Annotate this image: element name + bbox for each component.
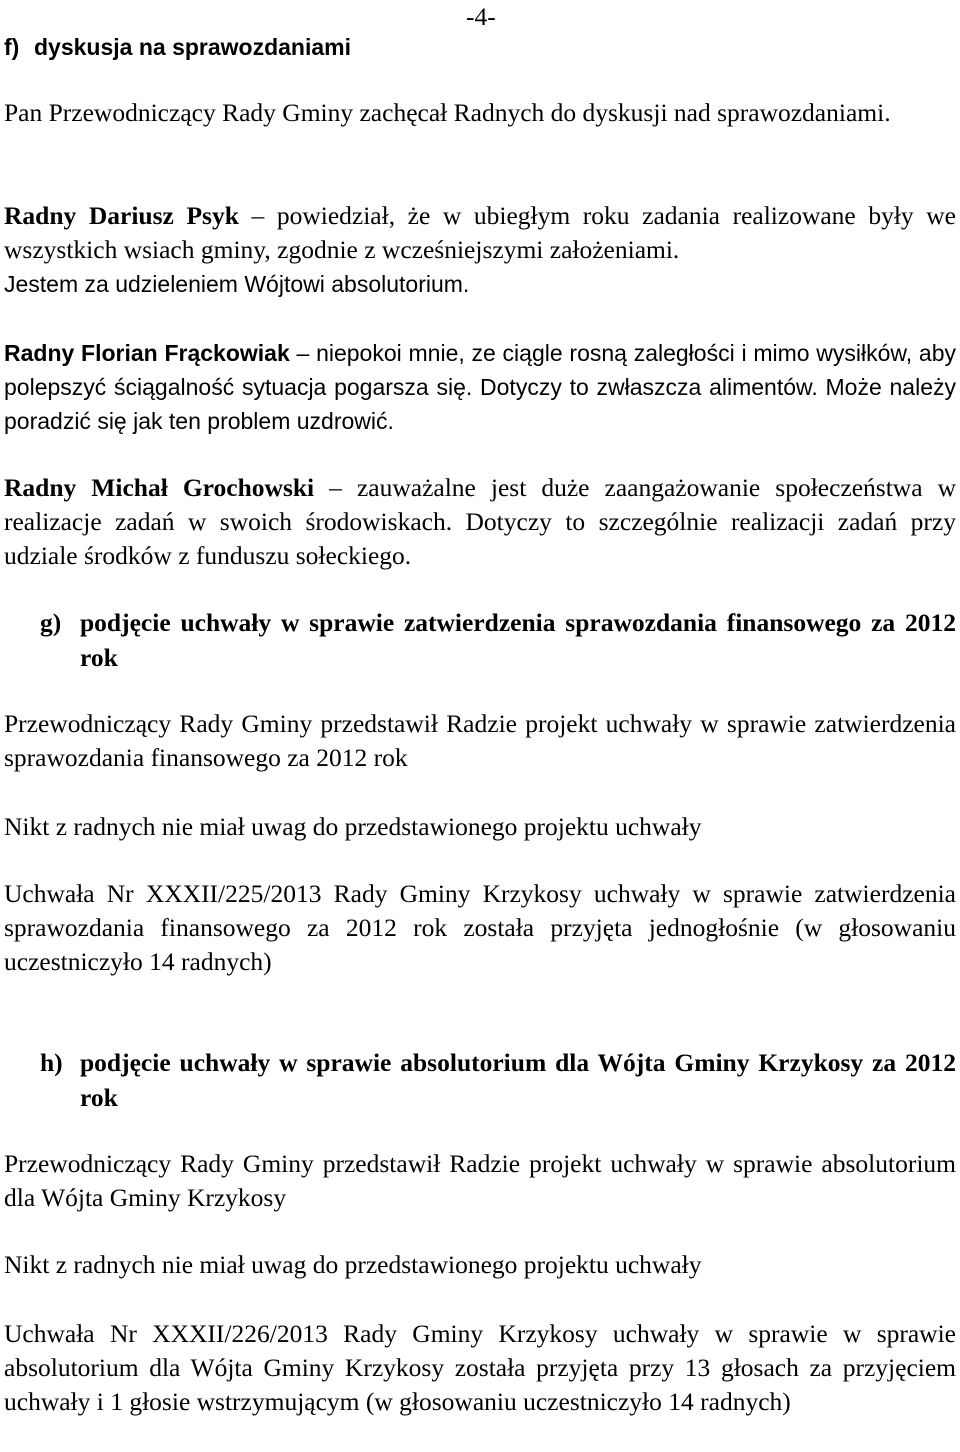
- section-f-heading: [4, 30, 351, 64]
- paragraph-g-no-remarks: Nikt z radnych nie miał uwag do przedstawionego projektu uchwały: [4, 812, 702, 841]
- paragraph-psyk: [4, 199, 956, 301]
- paragraph-g-project: Przewodniczący Rady Gminy przedstawił Radzie projekt uchwały w sprawie zatwierdzenia sprawozdania finansowego za 2012 rok: [4, 709, 956, 772]
- section-g-title: podjęcie uchwały w sprawie zatwierdzenia sprawozdania finansowego za 2012 rok: [80, 608, 956, 672]
- statement-grochowski: – zauważalne jest duże zaangażowanie społeczeństwa w realizacje zadań w swoich środowiskach. Dotyczy to szczególnie realizacji zadań przy udziale środków z funduszu sołeckiego.: [4, 473, 956, 570]
- section-h-title: podjęcie uchwały w sprawie absolutorium dla Wójta Gminy Krzykosy za 2012 rok: [80, 1048, 956, 1112]
- paragraph-h-no-remarks: Nikt z radnych nie miał uwag do przedstawionego projektu uchwały: [4, 1250, 702, 1279]
- paragraph-g-resolution: Uchwała Nr XXXII/225/2013 Rady Gminy Krzykosy uchwały w sprawie zatwierdzenia sprawozdania finansowego za 2012 rok została przyjęta jednogłośnie (w głosowaniu uczestniczyło 14 radnych): [4, 879, 956, 976]
- speaker-grochowski: Radny Michał Grochowski: [4, 473, 315, 502]
- paragraph-frackowiak: [4, 336, 956, 438]
- speaker-psyk: Radny Dariusz Psyk: [4, 201, 239, 230]
- section-h-marker: h): [40, 1048, 63, 1077]
- statement-psyk-2: Jestem za udzieleniem Wójtowi absolutorium.: [4, 271, 470, 297]
- section-g-heading: [40, 605, 956, 675]
- section-f-title: dyskusja na sprawozdaniami: [34, 34, 352, 60]
- page-number: -4-: [466, 2, 496, 31]
- paragraph-h-resolution: Uchwała Nr XXXII/226/2013 Rady Gminy Krzykosy uchwały w sprawie w sprawie absolutorium dla Wójta Gminy Krzykosy została przyjęta przy 13 głosach za przyjęciem uchwały i 1 głosie wstrzymującym (w głosowaniu uczestniczyło 14 radnych): [4, 1319, 956, 1416]
- section-g-marker: g): [40, 608, 62, 637]
- section-f-marker: f): [4, 34, 20, 60]
- statement-psyk: – powiedział, że w ubiegłym roku zadania realizowane były we wszystkich wsiach gminy, zgodnie z wcześniejszymi założeniami.: [4, 201, 956, 264]
- section-h-heading: [40, 1045, 956, 1115]
- paragraph-h-project: Przewodniczący Rady Gminy przedstawił Radzie projekt uchwały w sprawie absolutorium dla Wójta Gminy Krzykosy: [4, 1149, 956, 1212]
- speaker-frackowiak: Radny Florian Frąckowiak: [4, 340, 290, 366]
- statement-frackowiak: – niepokoi mnie, ze ciągle rosną zaległości i mimo wysiłków, aby polepszyć ściągalność sytuacja pogarsza się. Dotyczy to zwłaszcza alimentów. Może należy poradzić się jak ten problem uzdrowić.: [4, 340, 956, 434]
- paragraph-grochowski: [4, 471, 956, 573]
- paragraph-chairman-encouraged: Pan Przewodniczący Rady Gminy zachęcał Radnych do dyskusji nad sprawozdaniami.: [4, 98, 891, 127]
